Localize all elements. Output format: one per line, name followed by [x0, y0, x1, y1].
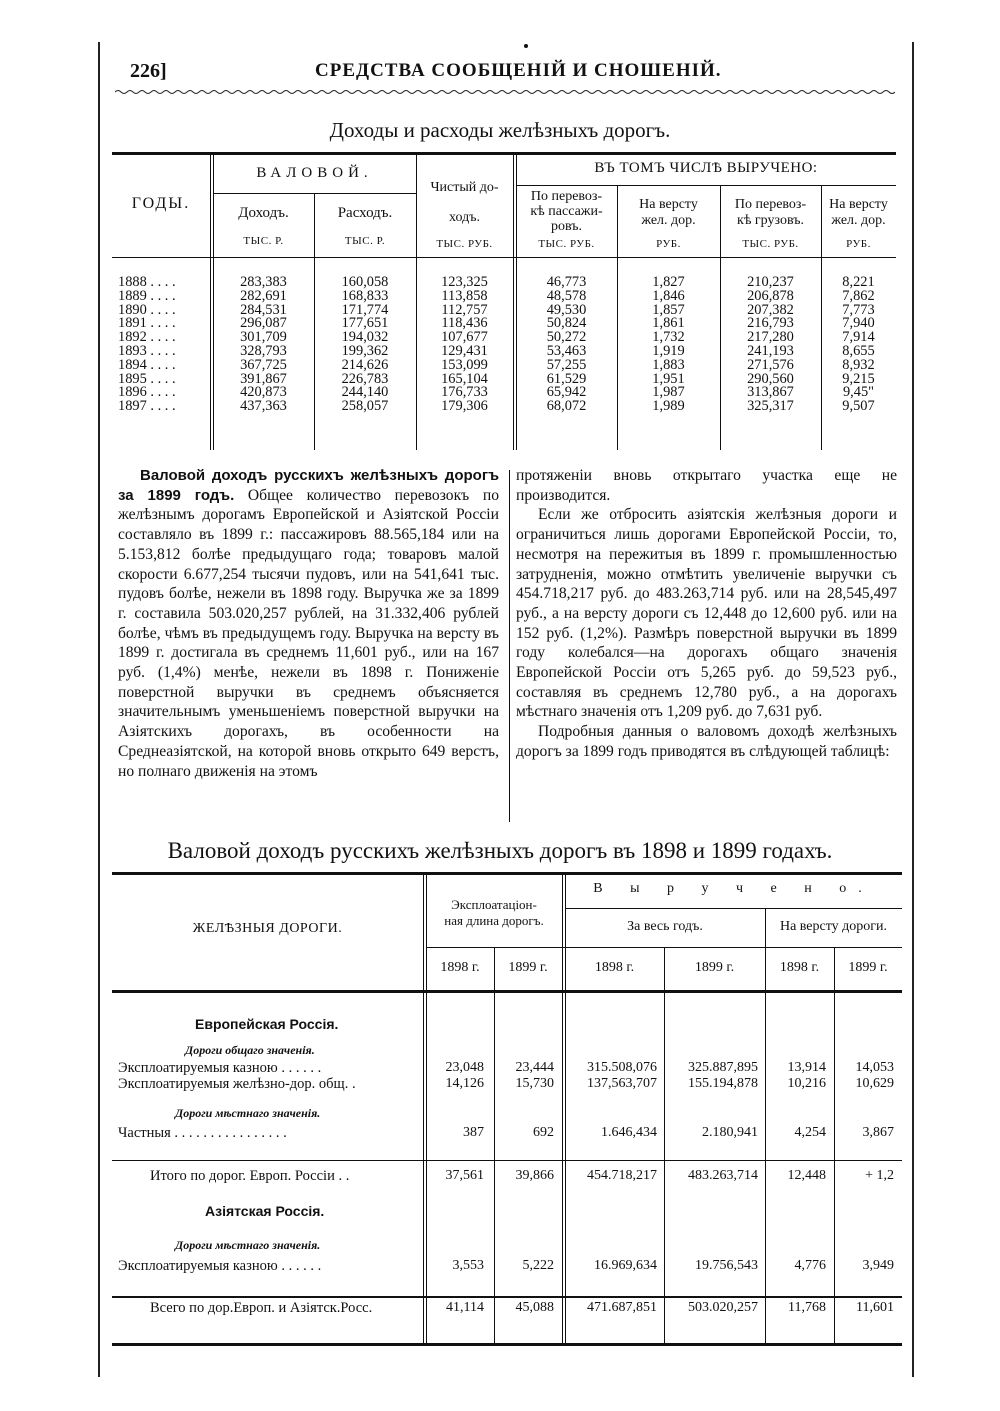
t2-bottom-rule: [112, 1343, 902, 1346]
t2-vline: [494, 947, 495, 1343]
value-cell: 1,883: [652, 356, 685, 373]
year-cell: 1896 . . . .: [118, 384, 176, 401]
col-pass-line: По перевоз-: [530, 189, 603, 204]
t2-vline: [423, 875, 424, 1343]
value-cell: 160,058: [341, 274, 389, 290]
value-cell: 454.718,217: [587, 1168, 657, 1183]
col-pass-line: ровъ.: [550, 219, 582, 234]
col-roads: ЖЕЛѢЗНЫЯ ДОРОГИ.: [192, 921, 343, 936]
value-cell: 3,553: [452, 1258, 484, 1273]
value-cell: 68,072: [546, 398, 587, 415]
value-cell: 9,45": [842, 384, 875, 401]
value-cell: + 1,2: [865, 1168, 894, 1183]
page-header: [130, 60, 890, 90]
t2-vline: [562, 875, 563, 1343]
unit: РУБ.: [846, 238, 871, 250]
prose-heading: Валовой доходъ русскихъ желѣзныхъ дорогъ за 1899 годъ.: [118, 467, 499, 504]
value-cell: 692: [533, 1125, 554, 1140]
year-cell: 1897 . . . .: [118, 398, 176, 415]
t1-hline: [213, 193, 416, 194]
prose-left-text: Общее количество перевозокъ по желѣзнымъ дорогамъ Европейской и Азіятской Россіи составляло въ 1899 г.: пассажировъ 88.565,184 или на 5.153,812 болѣе предыдущаго года; товаровъ малой скорости 6.677,254 тысячи пудовъ, или на 541,641 тыс. пудовъ болѣе, нежели въ 1898 году. Выручка же за 1899 г. составила 503.020,257 рублей, на 31.332,406 рублей болѣе, чѣмъ въ предыдущемъ году. Выручка на версту въ 1899 г. достигала въ среднемъ 11,601 руб., или на 167 руб. (1,4%) менѣе, нежели въ 1898 г. Пониженіе поверстной выручки въ среднемъ объясняется значительнымъ уменьшеніемъ поверстной выручки на Азіятскихъ дорогахъ, въ особенности на Среднеазіятской, на которой вновь открыто 649 верстъ, но полнаго движенія на этомъ: [118, 486, 500, 780]
wavy-rule: [115, 88, 895, 96]
value-cell: 179,306: [441, 398, 488, 415]
value-cell: 129,431: [441, 342, 488, 359]
row-label: Эксплоатируемыя казною . . . . . .: [118, 1258, 322, 1274]
value-cell: 271,576: [747, 356, 794, 373]
value-cell: 207,382: [747, 301, 794, 318]
value-cell: 4,254: [794, 1125, 826, 1140]
year-cell: 1890 . . . .: [118, 301, 176, 318]
value-cell: 1,989: [652, 398, 685, 415]
value-cell: 503.020,257: [688, 1300, 758, 1315]
value-column: [416, 276, 513, 414]
subsection-local-asia: Дороги мѣстнаго значенія.: [175, 1238, 321, 1252]
value-column: [720, 276, 821, 414]
table2-title: Валовой доходъ русскихъ желѣзныхъ дорогъ въ 1898 и 1899 годахъ.: [167, 838, 833, 863]
value-cell: 5,222: [522, 1258, 554, 1273]
value-cell: 61,529: [546, 370, 587, 387]
value-cell: 1,951: [652, 370, 685, 387]
value-cell: 1,919: [652, 342, 685, 359]
year-header: 1899 г.: [508, 960, 548, 975]
year-header: 1898 г.: [594, 960, 635, 975]
value-cell: 1.646,434: [601, 1125, 657, 1140]
value-cell: 53,463: [546, 342, 587, 359]
value-cell: 177,651: [341, 315, 389, 332]
value-cell: 226,783: [341, 370, 389, 387]
value-cell: 315.508,076: [587, 1060, 657, 1075]
value-cell: 7,914: [842, 329, 875, 346]
unit: ТЫС. Р.: [344, 235, 386, 247]
row-label: Итого по дорог. Европ. Россіи . .: [150, 1168, 350, 1184]
value-cell: 244,140: [341, 384, 389, 401]
value-cell: 168,833: [341, 287, 389, 304]
t1-vline: [513, 155, 514, 450]
subsection-general: Дороги общаго значенія.: [185, 1043, 315, 1057]
row-label: Эксплоатируемыя казною . . . . . .: [118, 1060, 322, 1076]
value-cell: 14,126: [445, 1076, 484, 1091]
col-net: [416, 173, 513, 233]
value-cell: 199,362: [341, 342, 389, 359]
col-year-total: За весь годъ.: [627, 919, 703, 934]
value-column: [314, 276, 416, 414]
year-cell: 1892 . . . .: [118, 329, 176, 346]
value-cell: 4,776: [794, 1258, 826, 1273]
value-cell: 7,940: [842, 315, 875, 332]
col-line: жел. дор.: [831, 213, 886, 228]
value-cell: 217,280: [747, 329, 794, 346]
col-line: На версту: [829, 197, 888, 212]
value-cell: 165,104: [441, 370, 488, 387]
col-revenue-group: ВЪ ТОМЪ ЧИСЛѢ ВЫРУЧЕНО:: [594, 160, 818, 176]
unit: ТЫС. РУБ.: [538, 238, 595, 250]
value-cell: 48,578: [546, 287, 587, 304]
value-cell: 9,215: [842, 370, 875, 387]
prose-right-p3: Подробныя данныя о валовомъ доходѣ желѣзныхъ дорогъ за 1899 годъ приводятся въ слѣдующей таблицѣ:: [516, 723, 897, 760]
col-per-verst: На версту дороги.: [779, 919, 888, 934]
t2-vline: [664, 947, 665, 1343]
value-cell: 50,272: [546, 329, 587, 346]
value-cell: 216,793: [747, 315, 794, 332]
t2-vline: [426, 875, 427, 1343]
prose-right-p1: протяженіи вновь открытаго участка еще не производится.: [516, 467, 897, 504]
value-cell: 9,507: [842, 398, 875, 415]
section-europe: Европейская Россія.: [195, 1016, 339, 1032]
value-column: [821, 276, 896, 414]
col-line: ная длина дорогъ.: [444, 913, 544, 928]
year-cell: 1889 . . . .: [118, 287, 176, 304]
value-cell: 113,858: [441, 287, 488, 304]
value-cell: 325,317: [747, 398, 794, 415]
value-cell: 367,725: [240, 356, 287, 373]
value-cell: 284,531: [240, 301, 287, 318]
value-column: [617, 276, 720, 414]
value-cell: 1,861: [652, 315, 685, 332]
row-label: Всего по дор.Европ. и Азіятск.Росс.: [150, 1300, 373, 1316]
value-cell: 296,087: [240, 315, 287, 332]
value-cell: 13,914: [787, 1060, 826, 1075]
value-cell: 8,221: [842, 274, 875, 290]
col-income: Доходъ.: [238, 205, 289, 221]
col-expense: Расходъ.: [337, 205, 393, 221]
prose-right: [516, 466, 897, 762]
year-header: 1898 г.: [440, 960, 480, 975]
col-line: По перевоз-: [734, 197, 807, 212]
value-cell: 118,436: [441, 315, 488, 332]
value-cell: 313,867: [747, 384, 794, 401]
row-label: Частныя . . . . . . . . . . . . . . . .: [118, 1125, 287, 1141]
value-cell: 391,867: [240, 370, 287, 387]
t2-hline: [566, 908, 902, 909]
subsection-local: Дороги мѣстнаго значенія.: [175, 1106, 321, 1120]
prose-divider: [509, 470, 510, 822]
value-cell: 176,733: [441, 384, 488, 401]
running-title: СРЕДСТВА СООБЩЕНІЙ И СНОШЕНІЙ.: [315, 60, 722, 81]
year-header: 1899 г.: [848, 960, 888, 975]
value-cell: 1,732: [652, 329, 685, 346]
value-cell: 214,626: [341, 356, 389, 373]
row-label: Эксплоатируемыя желѣзно-дор. общ. .: [118, 1076, 356, 1092]
value-cell: 3,949: [862, 1258, 894, 1273]
value-cell: 11,601: [856, 1300, 894, 1315]
prose-right-p2: Если же отбросить азіятскія желѣзныя дороги и ограничиться лишь дорогами Европейской Россіи, то, несмотря на пережитыя въ 1899 г. промышленностью затрудненія, можно отмѣтить увеличеніе выручки съ 454.718,217 руб. до 483.263,714 руб. или на 28,545,497 руб., а на версту дороги съ 12,448 до 12,600 руб. или на 152 руб. (1,2%). Размѣръ поверстной выручки въ 1899 году колебался—на дорогахъ общаго значенія Европейской Россіи отъ 5,265 руб. до 59,523 руб., составляя въ среднемъ 12,780 руб., а на дорогахъ мѣстнаго значенія отъ 1,209 руб. до 7,631 руб.: [516, 506, 897, 721]
t2-vline: [834, 947, 835, 1343]
value-cell: 19.756,543: [695, 1258, 758, 1273]
value-cell: 325.887,895: [688, 1060, 758, 1075]
value-cell: 328,793: [240, 342, 287, 359]
value-cell: 16.969,634: [594, 1258, 657, 1273]
col-net-line: Чистый до-: [430, 180, 499, 195]
value-cell: 107,677: [441, 329, 488, 346]
value-cell: 210,237: [747, 274, 794, 290]
value-cell: 206,878: [747, 287, 794, 304]
section-asia: Азіятская Россія.: [205, 1203, 325, 1219]
value-column: [516, 276, 617, 414]
value-cell: 23,048: [445, 1060, 484, 1075]
value-cell: 471.687,851: [587, 1300, 657, 1315]
value-cell: 283,383: [240, 274, 287, 290]
value-cell: 3,867: [862, 1125, 894, 1140]
value-cell: 39,866: [515, 1168, 554, 1183]
unit: ТЫС. РУБ.: [436, 238, 493, 250]
col-freight: [720, 197, 821, 229]
col-revenue: В ы р у ч е н о.: [593, 881, 874, 896]
col-gross: ВАЛОВОЙ.: [256, 165, 373, 181]
prose-left: [118, 466, 499, 781]
value-cell: 50,824: [546, 315, 587, 332]
value-cell: 45,088: [515, 1300, 554, 1315]
value-cell: 153,099: [441, 356, 488, 373]
col-pass-line: кѣ пассажи-: [530, 204, 603, 219]
value-cell: 155.194,878: [688, 1076, 758, 1091]
t1-hline: [516, 185, 896, 186]
value-cell: 112,757: [441, 301, 488, 318]
table2-top-rule: [112, 872, 902, 875]
t2-hline: [112, 1296, 902, 1298]
value-cell: 7,862: [842, 287, 875, 304]
value-cell: 12,448: [787, 1168, 826, 1183]
col-net-line: ходъ.: [449, 210, 480, 225]
value-cell: 49,530: [546, 301, 587, 318]
value-cell: 258,057: [341, 398, 389, 415]
value-cell: 23,444: [515, 1060, 554, 1075]
value-cell: 282,691: [240, 287, 287, 304]
value-cell: 1,987: [652, 384, 685, 401]
value-cell: 57,255: [546, 356, 587, 373]
unit: ТЫС. Р.: [243, 235, 284, 247]
value-cell: 437,363: [240, 398, 287, 415]
value-cell: 1,827: [652, 274, 685, 290]
col-line: Эксплоатаціон-: [451, 897, 537, 912]
col-freight-verst: [821, 197, 896, 229]
year-cell: 1888 . . . .: [118, 274, 176, 290]
year-column: [118, 276, 214, 414]
col-pass-verst: [617, 197, 720, 229]
year-header: 1898 г.: [779, 960, 820, 975]
col-length: [426, 897, 562, 929]
value-cell: 11,768: [788, 1300, 826, 1315]
value-cell: 301,709: [240, 329, 287, 346]
col-line: На версту: [639, 197, 698, 212]
year-header: 1899 г.: [694, 960, 735, 975]
value-cell: 46,773: [546, 274, 587, 290]
unit: ТЫС. РУБ.: [742, 238, 799, 250]
col-line: жел. дор.: [641, 213, 696, 228]
page-dot: [524, 44, 528, 48]
value-cell: 420,873: [240, 384, 287, 401]
table2-head-rule: [112, 990, 902, 993]
value-cell: 194,032: [341, 329, 389, 346]
col-line: кѣ грузовъ.: [737, 213, 804, 228]
value-cell: 41,114: [446, 1300, 484, 1315]
year-cell: 1894 . . . .: [118, 356, 176, 373]
value-cell: 10,216: [787, 1076, 826, 1091]
value-cell: 7,773: [842, 301, 875, 318]
value-cell: 15,730: [515, 1076, 554, 1091]
value-cell: 387: [463, 1125, 484, 1140]
value-cell: 65,942: [546, 384, 587, 401]
value-cell: 123,325: [441, 274, 488, 290]
value-cell: 2.180,941: [702, 1125, 758, 1140]
value-cell: 137,563,707: [587, 1076, 657, 1091]
value-cell: 171,774: [341, 301, 389, 318]
value-cell: 241,193: [747, 342, 794, 359]
unit: РУБ.: [656, 238, 681, 250]
t2-hline: [112, 1160, 902, 1161]
table1-top-rule: [112, 152, 896, 155]
value-cell: 10,629: [855, 1076, 894, 1091]
value-cell: 290,560: [747, 370, 794, 387]
value-cell: 483.263,714: [688, 1168, 758, 1183]
value-cell: 14,053: [855, 1060, 894, 1075]
year-cell: 1891 . . . .: [118, 315, 176, 332]
col-pass: [516, 189, 617, 234]
value-cell: 1,857: [652, 301, 685, 318]
year-cell: 1895 . . . .: [118, 370, 176, 387]
value-column: [213, 276, 314, 414]
t2-vline: [565, 875, 566, 1343]
page-number: 226]: [130, 60, 167, 82]
value-cell: 8,655: [842, 342, 875, 359]
year-cell: 1893 . . . .: [118, 342, 176, 359]
table1-head-rule: [112, 257, 896, 258]
col-years: ГОДЫ.: [131, 195, 191, 212]
table1-title: Доходы и расходы желѣзныхъ дорогъ.: [329, 118, 671, 142]
value-cell: 8,932: [842, 356, 875, 373]
value-cell: 1,846: [652, 287, 685, 304]
value-cell: 37,561: [445, 1168, 484, 1183]
